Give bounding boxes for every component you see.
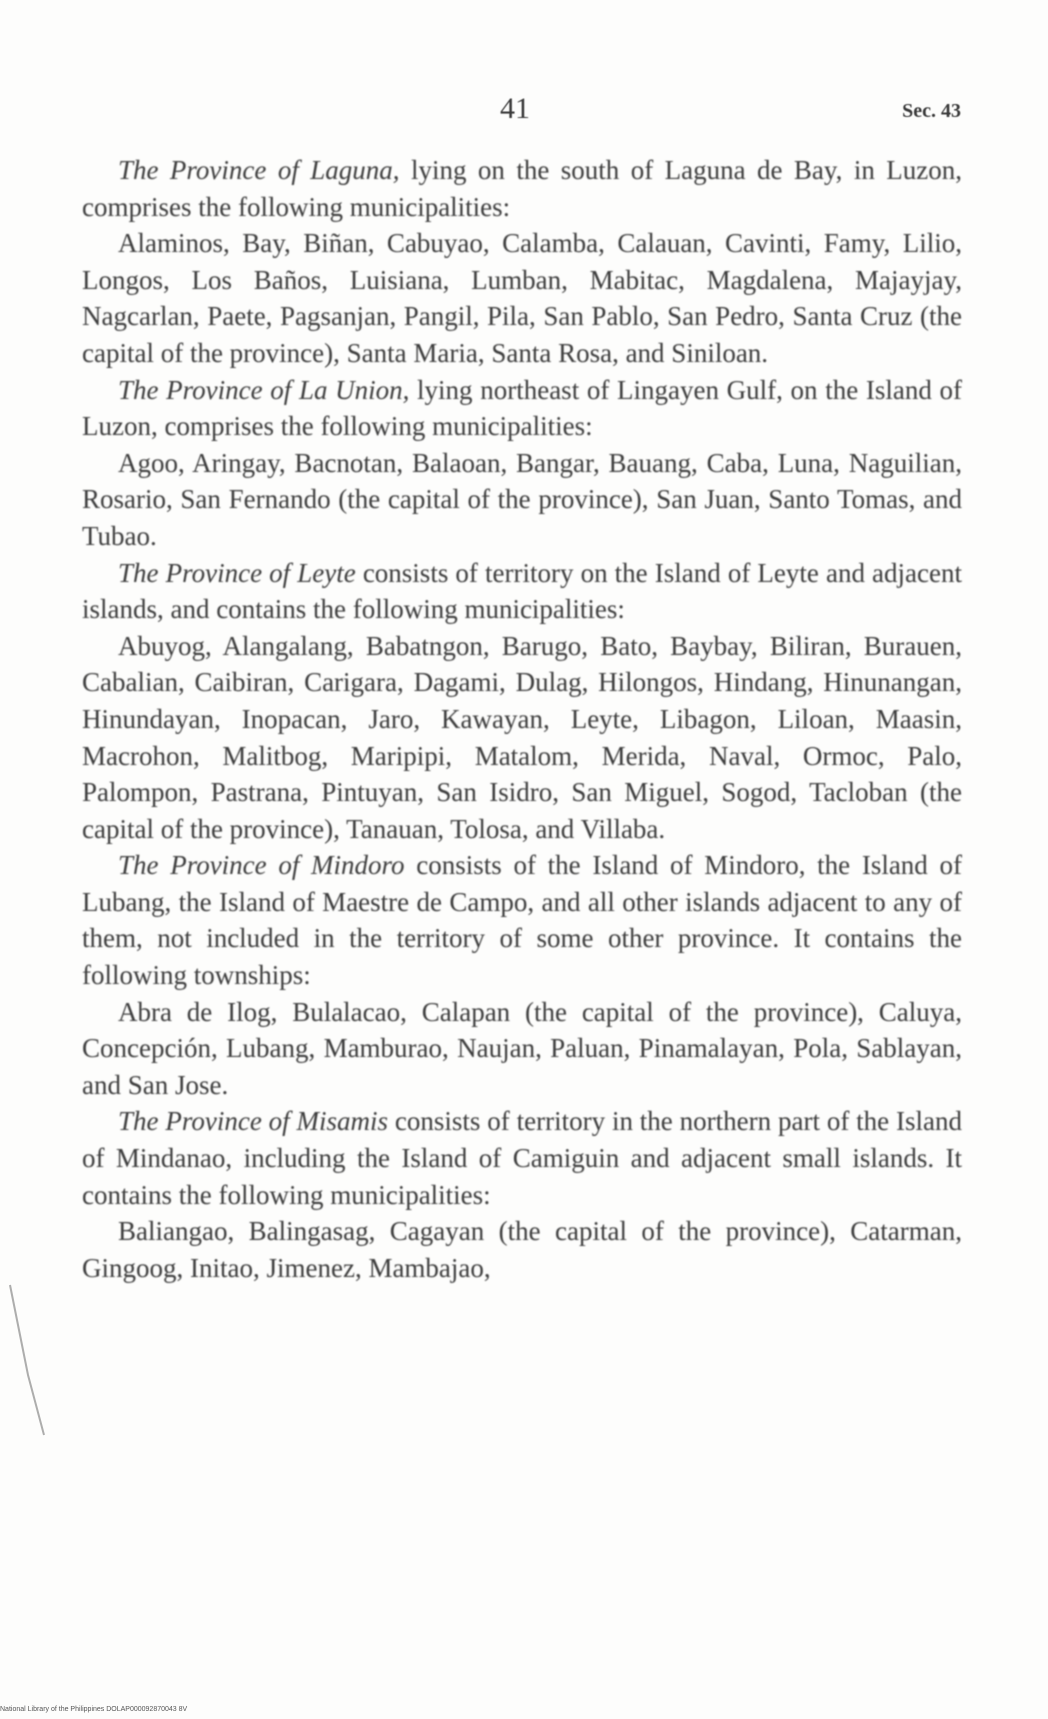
province-paragraph [82,152,962,225]
section-label: Sec. 43 [902,100,961,122]
province-description: lying northeast of Lingayen Gulf, on the Island of Luzon, comprises the following municipalities: [82,374,962,442]
province-name: The Province of Laguna, [118,155,400,185]
province-paragraph [82,847,962,993]
province-name: The Province of Mindoro [118,850,405,881]
province-name: The Province of Misamis [118,1106,389,1137]
province-description: consists of territory on the Island of Leyte and adjacent islands, and contains the following municipalities: [82,557,962,625]
province-paragraph [82,372,962,445]
province-description: lying on the south of Laguna de Bay, in Luzon, comprises the following municipalities: [82,155,963,222]
page-number: 41 [500,92,530,125]
municipality-list: Alaminos, Bay, Biñan, Cabuyao, Calamba, Calauan, Cavinti, Famy, Lilio, Longos, Los Baños, Luisiana, Lumban, Mabitac, Magdalena, Majayjay, Nagcarlan, Paete, Pagsanjan, Pangil, Pila, San Pablo, San Pedro, Santa Cruz (the capital of the province), Santa Maria, Santa Rosa, and Siniloan. [82,228,962,368]
province-paragraph [82,555,962,628]
margin-pencil-mark [2,1275,52,1445]
municipality-list: Abuyog, Alangalang, Babatngon, Barugo, Bato, Baybay, Biliran, Burauen, Cabalian, Caibiran, Carigara, Dagami, Dulag, Hilongos, Hindang, Hinunangan, Hinundayan, Inopacan, Jaro, Kawayan, Leyte, Libagon, Liloan, Maasin, Macrohon, Malitbog, Maripipi, Matalom, Merida, Naval, Ormoc, Palo, Palompon, Pastrana, Pintuyan, San Isidro, San Miguel, Sogod, Tacloban (the capital of the province), Tanauan, Tolosa, and Villaba. [82,630,962,844]
municipality-list: Abra de Ilog, Bulalacao, Calapan (the capital of the province), Caluya, Concepción, Lubang, Mamburao, Naujan, Paluan, Pinamalayan, Pola, Sablayan, and San Jose. [82,996,962,1100]
municipality-list: Agoo, Aringay, Bacnotan, Balaoan, Bangar, Bauang, Caba, Luna, Naguilian, Rosario, San Fernando (the capital of the province), San Juan, Santo Tomas, and Tubao. [82,447,962,551]
province-paragraph [82,1103,962,1213]
province-description: consists of territory in the northern part of the Island of Mindanao, including the Island of Camiguin and adjacent small islands. It contains the following municipalities: [82,1106,962,1210]
province-name: The Province of La Union, [118,374,410,405]
province-name: The Province of Leyte [118,557,356,588]
municipality-list: Baliangao, Balingasag, Cagayan (the capital of the province), Catarman, Gingoog, Initao, Jimenez, Mambajao, [82,1216,962,1283]
province-description: consists of the Island of Mindoro, the Island of Lubang, the Island of Maestre de Campo, and all other islands adjacent to any of them, not included in the territory of some other province. It contains the following townships: [82,850,962,991]
scan-footer: National Library of the Philippines DOLAP000092870043 8V [0,1706,188,1713]
body-text [82,152,962,1286]
